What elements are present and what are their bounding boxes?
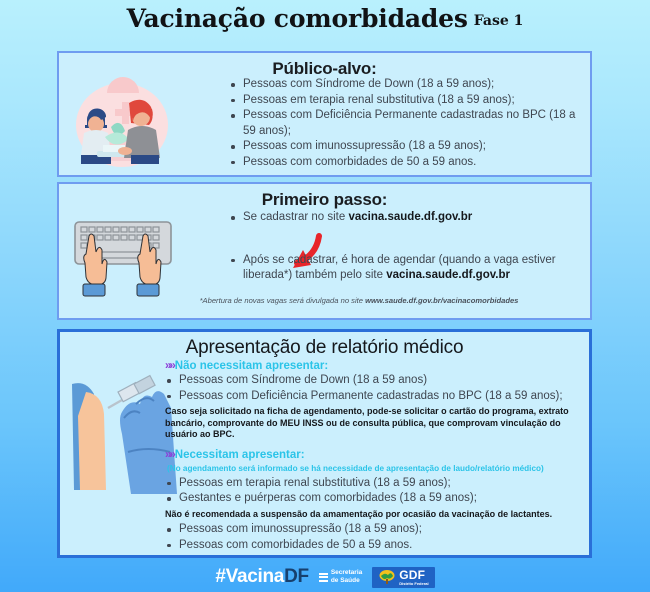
list-item: Pessoas com imunossupressão (18 a 59 anos); <box>229 139 585 155</box>
medical-report-box <box>57 329 592 558</box>
no-report-needed-heading <box>165 359 585 373</box>
secretaria-saude-text <box>331 569 362 584</box>
list-item: Pessoas com imunossupressão (18 a 59 anos); <box>165 522 585 538</box>
gdf-logo <box>372 567 434 588</box>
gdf-tree-emblem <box>378 569 396 585</box>
step1-text: Se cadastrar no site <box>243 211 349 223</box>
gdf-sublabel: Distrito Federal <box>399 580 429 586</box>
list-item <box>229 210 579 226</box>
step2-text: Após se cadastrar, é hora de agendar (quando a vaga estiver liberada*) também pelo site <box>243 253 556 281</box>
first-step-heading: Primeiro passo: <box>261 190 388 209</box>
hashtag-df: DF <box>284 566 309 587</box>
medical-report-heading: Apresentação de relatório médico <box>185 337 464 358</box>
secretaria-line2: de Saúde <box>330 577 360 584</box>
footnote-text: *Abertura de novas vagas será divulgada no site <box>199 296 366 305</box>
list-item: Pessoas com Deficiência Permanente cadastradas no BPC (18 a 59 anos); <box>165 389 585 405</box>
target-audience-list <box>229 77 585 170</box>
campaign-hashtag <box>215 566 308 588</box>
step1-site: vacina.saude.df.gov.br <box>348 211 473 223</box>
list-item: Pessoas com comorbidades de 50 a 59 anos. <box>229 155 585 171</box>
hashtag-vacina: #Vacina <box>215 566 285 587</box>
target-audience-heading: Público-alvo: <box>272 59 377 78</box>
page-title <box>0 4 650 33</box>
bpc-note: Caso seja solicitado na ficha de agendamento, pode-se solicitar o cartão do programa, extrato bancário, comprovante do MEU INSS ou de consulta pública, que comprovam vinculação do usuário ao BPC. <box>165 406 569 440</box>
health-worker-patient-illustration <box>67 75 177 170</box>
no-report-needed-list <box>165 373 585 404</box>
list-item: Pessoas com Deficiência Permanente cadastradas no BPC (18 a 59 anos); <box>229 108 585 139</box>
no-report-needed-label: Não necessitam apresentar: <box>174 360 329 372</box>
report-needed-label: Necessitam apresentar: <box>174 448 305 461</box>
report-needed-list-a <box>165 476 585 507</box>
first-step-list <box>229 210 579 284</box>
list-item: Pessoas em terapia renal substitutiva (18 a 59 anos); <box>165 476 585 492</box>
page-title-main: Vacinação comorbidades <box>126 4 468 33</box>
list-item <box>229 253 579 284</box>
list-item: Pessoas com Síndrome de Down (18 a 59 anos); <box>229 77 585 93</box>
hands-on-keyboard-illustration <box>69 214 179 304</box>
page-title-phase: Fase 1 <box>473 13 524 29</box>
secretaria-saude-logo <box>319 569 362 584</box>
report-needed-list-b <box>165 522 585 553</box>
list-item: Pessoas com comorbidades de 50 a 59 anos. <box>165 538 585 554</box>
list-item: Gestantes e puérperas com comorbidades (18 a 59 anos); <box>165 491 585 507</box>
breastfeeding-note: Não é recomendada a suspensão da amamentação por ocasião da vacinação de lactantes. <box>165 508 553 519</box>
list-item: Pessoas em terapia renal substitutiva (18 a 59 anos); <box>229 93 585 109</box>
list-item: Pessoas com Síndrome de Down (18 a 59 anos) <box>165 373 585 389</box>
gdf-label: GDF <box>399 567 426 582</box>
footer <box>0 562 650 592</box>
step2-site: vacina.saude.df.gov.br <box>386 269 510 281</box>
footnote-url: www.saude.df.gov.br/vacinacomorbidades <box>365 296 519 305</box>
secretaria-bars-icon <box>319 573 328 582</box>
first-step-footnote <box>139 296 579 305</box>
syringe-vaccination-arm-illustration <box>64 354 179 494</box>
medical-report-content <box>165 359 585 553</box>
first-step-box <box>57 182 592 320</box>
report-needed-subheading: (No agendamento será informado se há necessidade de apresentação de laudo/relatório médico) <box>167 463 544 473</box>
chevron-right-icon: »» <box>165 448 174 461</box>
secretaria-line1: Secretaria <box>330 569 363 577</box>
chevron-right-icon: »» <box>165 360 174 372</box>
report-needed-heading <box>165 448 585 462</box>
gdf-text <box>399 569 428 586</box>
target-audience-box <box>57 51 592 177</box>
